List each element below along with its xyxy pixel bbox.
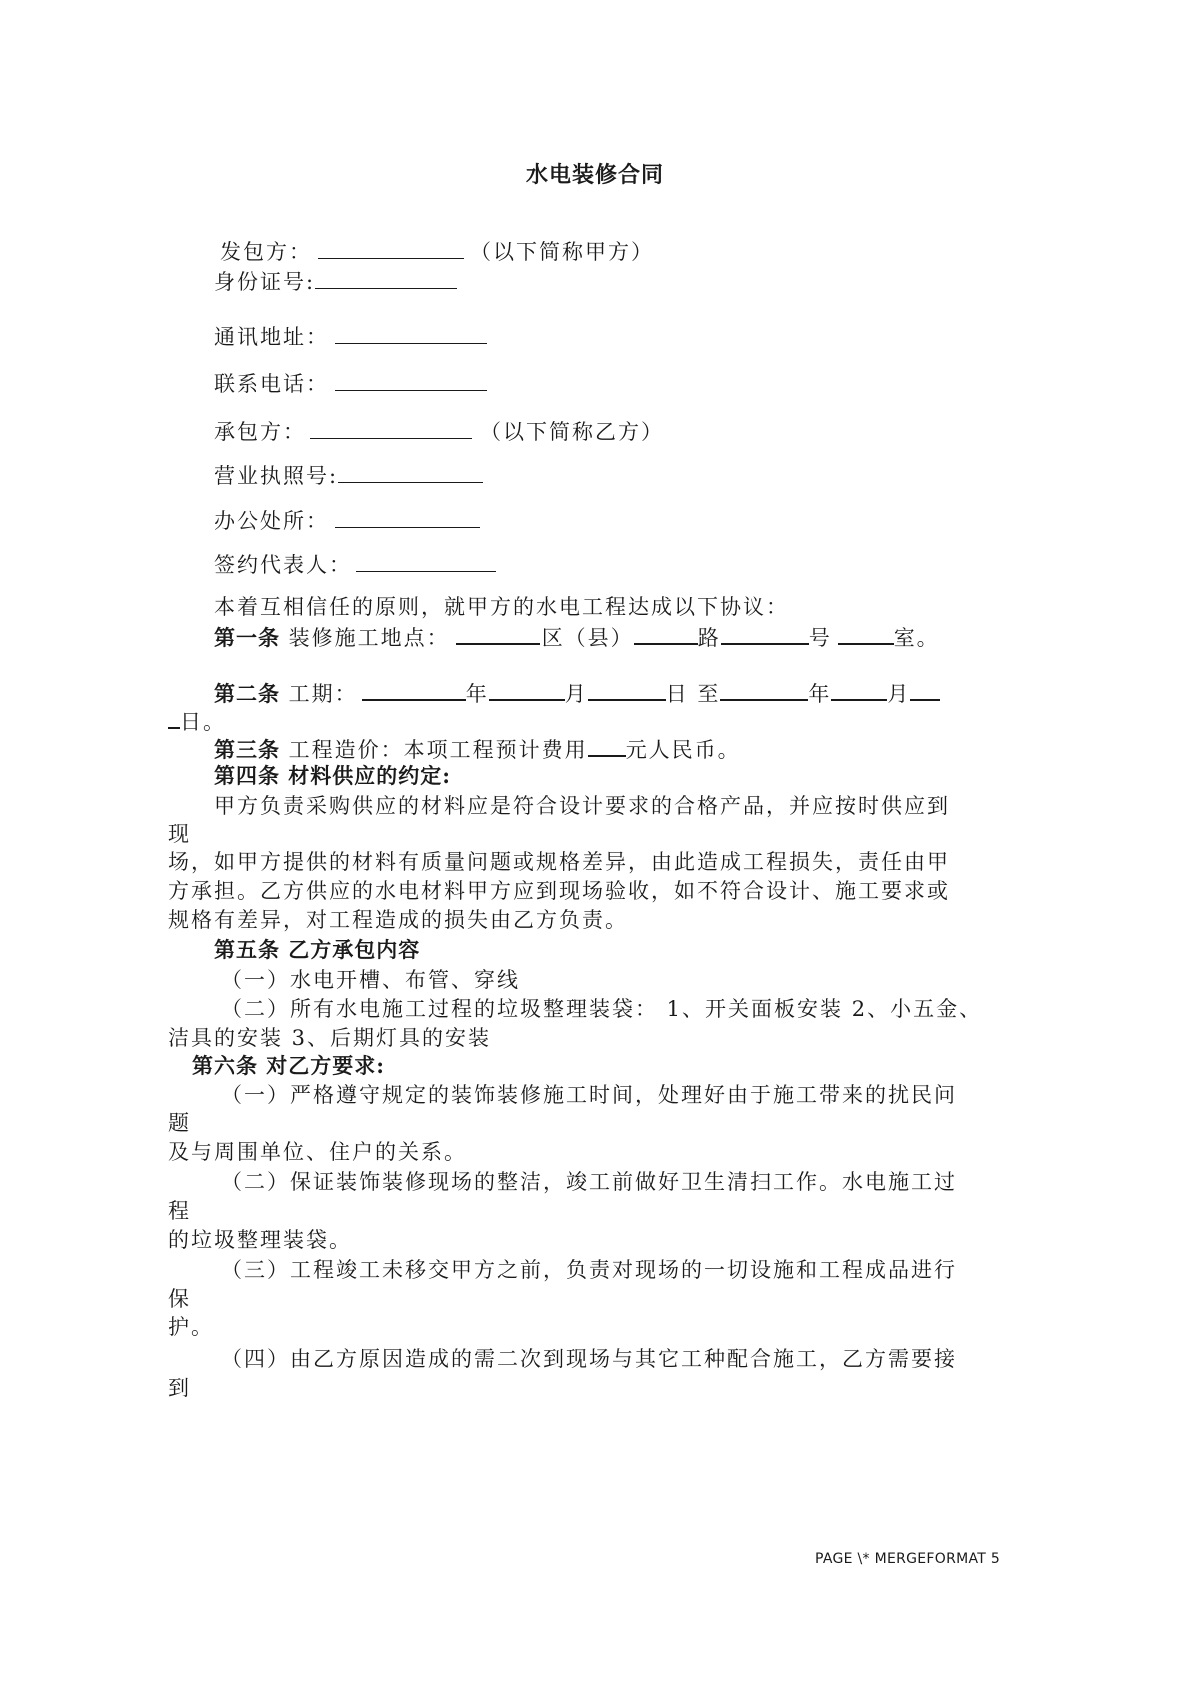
party-a-label: 发包方： (220, 240, 312, 264)
article-6-line-4: （二）保证装饰装修现场的整洁，竣工前做好卫生清扫工作。水电施工过 (221, 1170, 957, 1194)
article-5-line-3: 洁具的安装 3、后期灯具的安装 (168, 1026, 492, 1050)
party-b-rep-blank (356, 549, 496, 572)
article-1-road: 路 (697, 626, 721, 650)
article-5-head: 第五条 乙方承包内容 (214, 937, 421, 962)
party-b-label: 承包方： (214, 420, 306, 444)
article-6-line-7: （三）工程竣工未移交甲方之前，负责对现场的一切设施和工程成品进行 (221, 1258, 957, 1282)
article-4-line-5: 规格有差异，对工程造成的损失由乙方负责。 (168, 908, 628, 932)
article-3-currency: 元人民币。 (625, 738, 741, 762)
article-6-line-9: 护。 (168, 1315, 214, 1339)
article-6-line-10: （四）由乙方原因造成的需二次到现场与其它工种配合施工，乙方需要接 (221, 1347, 957, 1371)
article-2-year-1: 年 (465, 682, 489, 706)
article-1-number: 号 (808, 626, 832, 650)
party-b-suffix: （以下简称乙方） (480, 420, 664, 444)
article-4-line-2: 现 (168, 822, 191, 846)
article-6-line-6: 的垃圾整理装袋。 (168, 1228, 352, 1252)
party-b-license-line (214, 460, 483, 490)
article-2-month-2: 月 (887, 682, 911, 706)
party-a-blank (318, 236, 464, 259)
article-2-month-1: 月 (564, 682, 588, 706)
party-a-phone-label: 联系电话： (214, 372, 329, 396)
article-1-room-blank (838, 621, 894, 645)
article-2-end-year-blank (720, 677, 808, 701)
article-2-start-day-blank (588, 677, 666, 701)
party-a-id-blank (315, 266, 457, 289)
party-b-license-label: 营业执照号: (214, 464, 339, 488)
article-2-start-year-blank (362, 677, 466, 701)
party-a-suffix: （以下简称甲方） (470, 240, 654, 264)
article-1-text: 装修施工地点： (280, 626, 450, 650)
article-1-road-blank (634, 621, 698, 645)
article-3-cost-blank (588, 733, 626, 757)
article-2-cont (168, 705, 226, 736)
article-6-line-11: 到 (168, 1376, 191, 1400)
article-2 (214, 677, 940, 708)
article-6-line-3: 及与周围单位、住户的关系。 (168, 1140, 467, 1164)
article-4-line-4: 方承担。乙方供应的水电材料甲方应到现场验收，如不符合设计、施工要求或 (168, 879, 950, 903)
party-b-office-blank (335, 505, 480, 528)
article-6-head: 第六条 对乙方要求: (192, 1053, 386, 1078)
party-b-rep-label: 签约代表人： (214, 553, 352, 577)
party-b-blank (310, 416, 472, 439)
page-footer: PAGE \* MERGEFORMAT 5 (815, 1551, 1001, 1567)
party-a-address-blank (335, 321, 487, 344)
article-2-end-month-blank (831, 677, 887, 701)
intro-text: 本着互相信任的原则，就甲方的水电工程达成以下协议： (214, 595, 789, 619)
article-2-head: 第二条 (214, 681, 280, 706)
article-2-end-day-blank (910, 677, 940, 701)
article-1-number-blank (721, 621, 809, 645)
article-4-line-1: 甲方负责采购供应的材料应是符合设计要求的合格产品，并应按时供应到 (214, 794, 950, 818)
article-1-district-blank (456, 621, 540, 645)
party-b-rep-line (214, 549, 496, 579)
article-6-line-8: 保 (168, 1287, 191, 1311)
party-b-license-blank (338, 460, 483, 483)
article-6-line-1: （一）严格遵守规定的装饰装修施工时间，处理好由于施工带来的扰民问 (221, 1083, 957, 1107)
article-2-year-2: 年 (808, 682, 832, 706)
article-5-line-1: （一）水电开槽、布管、穿线 (221, 968, 520, 992)
article-1-district: 区（县） (541, 626, 634, 650)
party-b-office-label: 办公处所： (214, 509, 329, 533)
article-3-head: 第三条 (214, 737, 280, 762)
article-2-end-day: 日。 (180, 710, 226, 734)
party-a-phone-line (214, 368, 487, 398)
article-1-head: 第一条 (214, 625, 280, 650)
party-a-phone-blank (335, 368, 487, 391)
article-4-head: 第四条 材料供应的约定: (214, 763, 452, 788)
article-3 (214, 733, 741, 764)
party-a-address-label: 通讯地址： (214, 325, 329, 349)
article-2-day-to: 日 至 (665, 682, 721, 706)
article-6-line-2: 题 (168, 1111, 191, 1135)
party-b-line (214, 416, 664, 446)
party-b-office-line (214, 505, 480, 535)
article-1-room: 室。 (893, 626, 940, 650)
article-2-text: 工期： (280, 682, 358, 706)
article-2-end-day-blank-cont (168, 705, 180, 729)
contract-title: 水电装修合同 (525, 162, 664, 188)
party-a-line (220, 236, 654, 266)
article-2-start-month-blank (489, 677, 565, 701)
article-4-line-3: 场，如甲方提供的材料有质量问题或规格差异，由此造成工程损失，责任由甲 (168, 850, 950, 874)
article-1 (214, 621, 940, 652)
party-a-id-label: 身份证号: (214, 270, 316, 294)
article-6-line-5: 程 (168, 1199, 191, 1223)
party-a-id-line (214, 266, 457, 296)
article-5-line-2: （二）所有水电施工过程的垃圾整理装袋： 1、开关面板安装 2、小五金、 (221, 997, 983, 1021)
party-a-address-line (214, 321, 487, 351)
article-3-text: 工程造价：本项工程预计费用 (280, 738, 588, 762)
